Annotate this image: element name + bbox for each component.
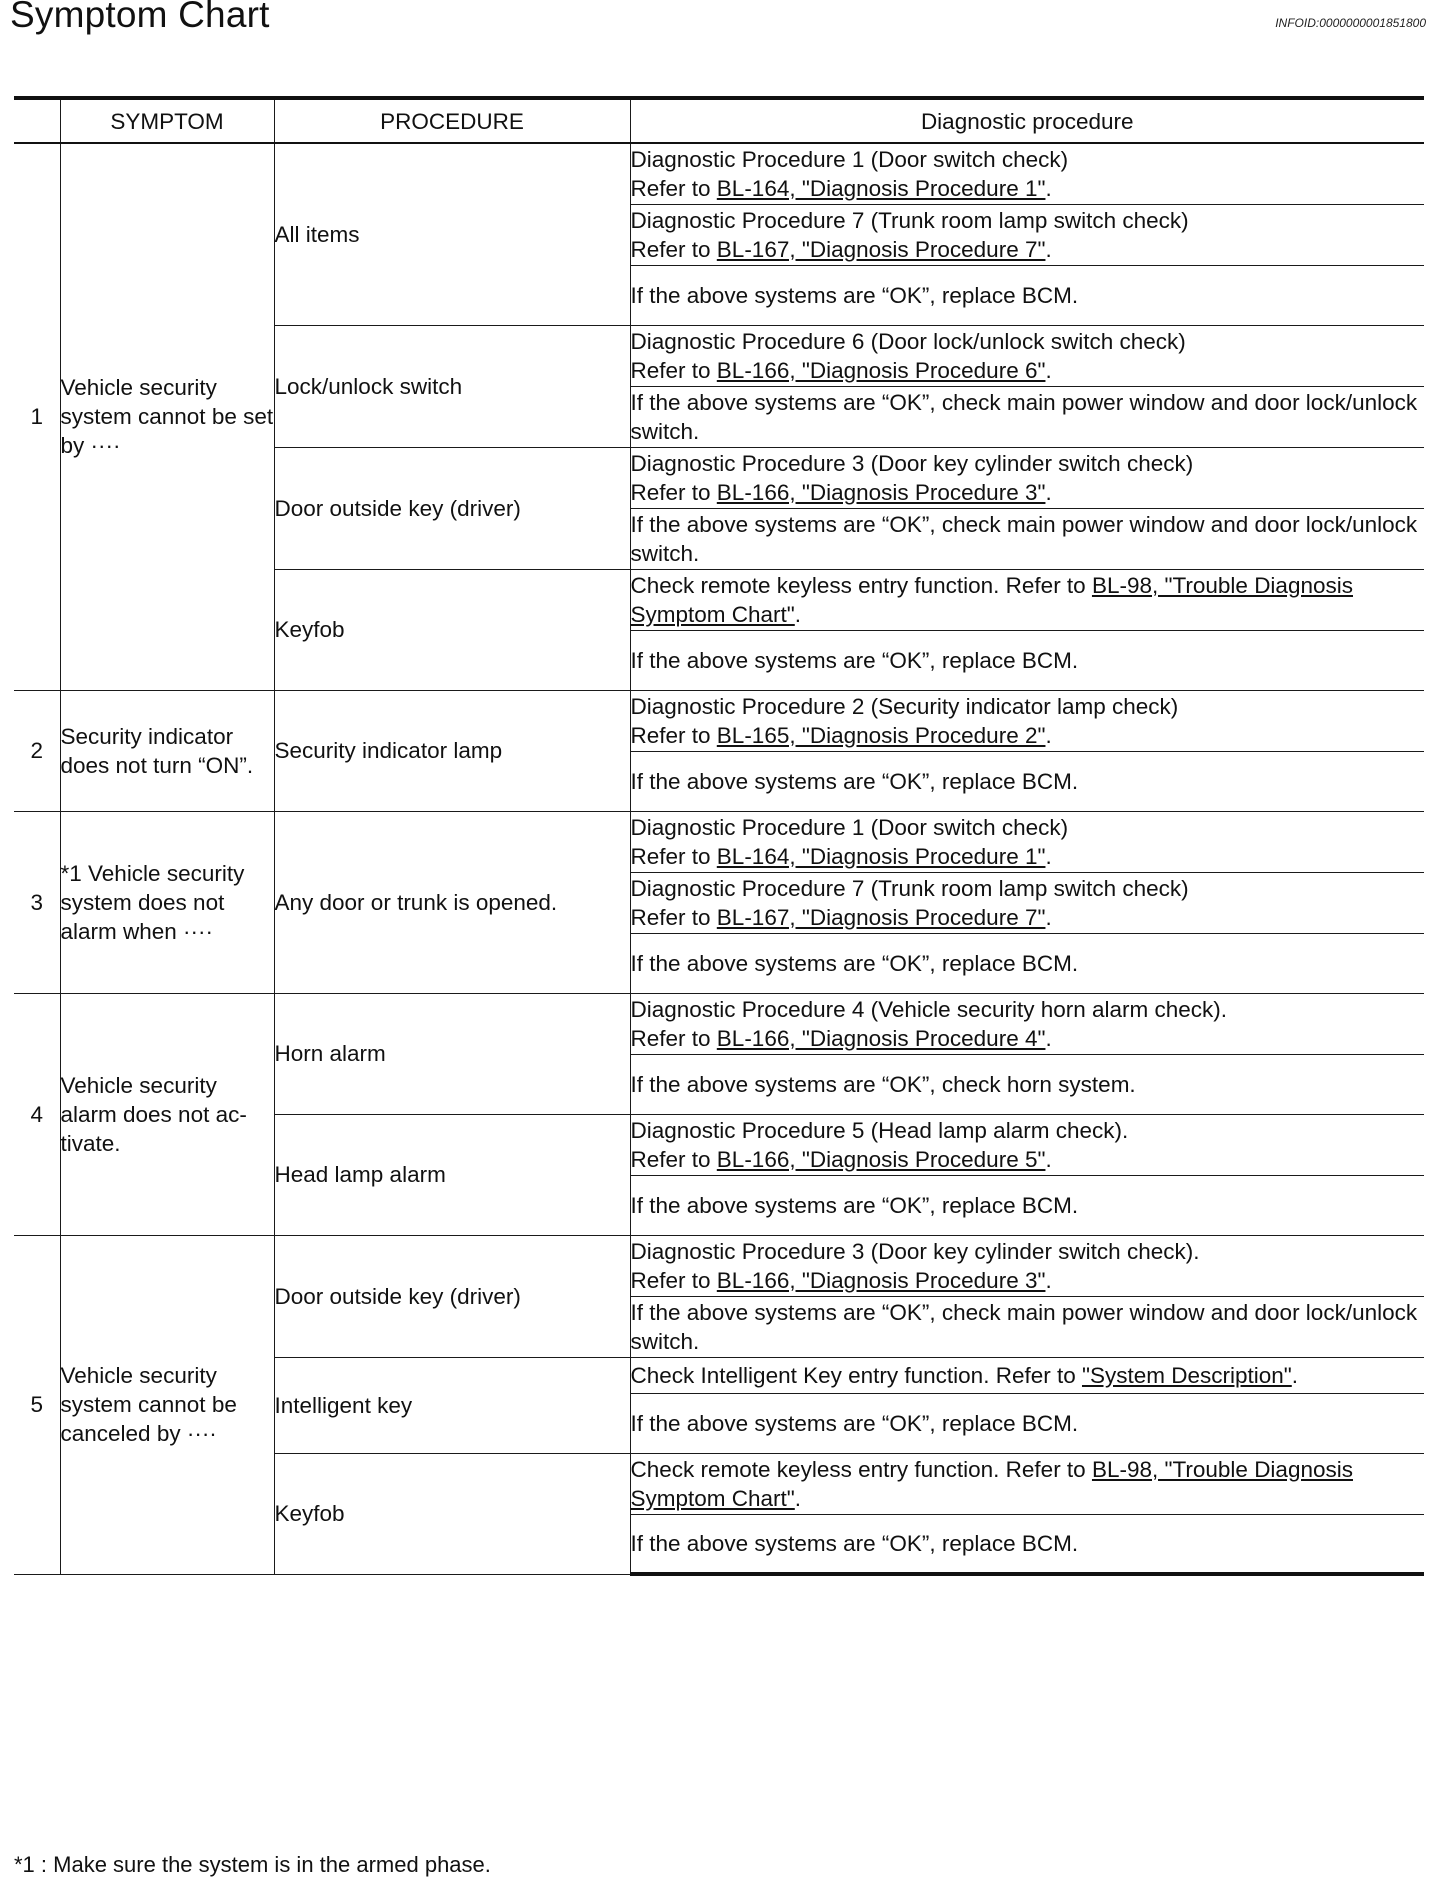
diagnostic-step	[630, 1357, 1424, 1393]
header-procedure: PROCEDURE	[274, 98, 630, 143]
step-punctuation: .	[1045, 236, 1052, 262]
step-text: Check remote keyless entry function. Refer to	[630, 572, 1092, 598]
symptom-cell: Vehicle security alarm does not ac-tivate.	[60, 993, 274, 1235]
diagnostic-step	[630, 143, 1424, 204]
step-text: If the above systems are “OK”, replace BCM.	[630, 647, 1079, 673]
step-text: If the above systems are “OK”, replace BCM.	[630, 950, 1079, 976]
step-text: If the above systems are “OK”, check main power window and door lock/unlock switch.	[630, 389, 1418, 444]
step-text: If the above systems are “OK”, replace BCM.	[630, 1410, 1079, 1436]
step-text: Refer to	[630, 1025, 717, 1051]
reference-link[interactable]: BL-165, "Diagnosis Procedure 2"	[716, 722, 1046, 748]
step-text: Refer to	[630, 1146, 717, 1172]
row-number: 3	[14, 811, 60, 993]
diagnostic-step	[630, 508, 1424, 569]
page-title: Symptom Chart	[10, 0, 270, 35]
step-punctuation: .	[1045, 479, 1052, 505]
procedure-cell: Any door or trunk is opened.	[274, 811, 630, 993]
info-id: INFOID:0000000001851800	[1275, 16, 1426, 30]
step-text: Refer to	[630, 175, 717, 201]
step-text: If the above systems are “OK”, check main power window and door lock/unlock switch.	[630, 1299, 1418, 1354]
reference-link[interactable]: BL-166, "Diagnosis Procedure 3"	[716, 1267, 1046, 1293]
table-row	[14, 690, 1424, 751]
step-text: Diagnostic Procedure 3 (Door key cylinder switch check)	[630, 450, 1194, 476]
diagnostic-step	[630, 204, 1424, 265]
step-text: Diagnostic Procedure 5 (Head lamp alarm check).	[630, 1117, 1129, 1143]
row-number: 4	[14, 993, 60, 1235]
step-text: Diagnostic Procedure 4 (Vehicle security horn alarm check).	[630, 996, 1228, 1022]
symptom-cell: *1 Vehicle security system does not alarm when ····	[60, 811, 274, 993]
symptom-chart-table	[14, 96, 1424, 1576]
reference-link[interactable]: "System Description"	[1081, 1362, 1292, 1388]
header-diagnostic: Diagnostic procedure	[630, 98, 1424, 143]
symptom-cell: Vehicle security system cannot be canceled by ····	[60, 1235, 274, 1574]
diagnostic-step	[630, 933, 1424, 993]
procedure-cell: Head lamp alarm	[274, 1114, 630, 1235]
step-text: If the above systems are “OK”, replace BCM.	[630, 768, 1079, 794]
diagnostic-step	[630, 1514, 1424, 1574]
procedure-cell: Keyfob	[274, 1453, 630, 1574]
row-number: 5	[14, 1235, 60, 1574]
diagnostic-step	[630, 811, 1424, 872]
table-row	[14, 1235, 1424, 1296]
row-number: 1	[14, 143, 60, 690]
reference-link[interactable]: BL-98, "Trouble Diagnosis Symptom Chart"	[630, 572, 1353, 627]
step-punctuation: .	[1045, 357, 1052, 383]
reference-link[interactable]: BL-166, "Diagnosis Procedure 3"	[716, 479, 1046, 505]
step-punctuation: .	[794, 1485, 802, 1511]
procedure-cell: Lock/unlock switch	[274, 325, 630, 447]
diagnostic-step	[630, 386, 1424, 447]
step-text: Refer to	[630, 357, 717, 383]
step-text: Diagnostic Procedure 1 (Door switch check)	[630, 146, 1069, 172]
diagnostic-step	[630, 447, 1424, 508]
step-punctuation: .	[1045, 1025, 1052, 1051]
procedure-cell: Keyfob	[274, 569, 630, 690]
step-punctuation: .	[1045, 175, 1052, 201]
header-symptom: SYMPTOM	[60, 98, 274, 143]
header-row	[14, 98, 1424, 143]
step-text: Diagnostic Procedure 2 (Security indicator lamp check)	[630, 693, 1179, 719]
diagnostic-step	[630, 993, 1424, 1054]
procedure-cell: Door outside key (driver)	[274, 1235, 630, 1357]
step-punctuation: .	[1045, 843, 1052, 869]
step-text: Refer to	[630, 843, 717, 869]
reference-link[interactable]: BL-164, "Diagnosis Procedure 1"	[716, 843, 1046, 869]
step-text: Diagnostic Procedure 7 (Trunk room lamp switch check)	[630, 207, 1189, 233]
table-row	[14, 143, 1424, 204]
step-text: If the above systems are “OK”, replace BCM.	[630, 1192, 1079, 1218]
step-text: If the above systems are “OK”, replace BCM.	[630, 1530, 1079, 1556]
diagnostic-step	[630, 751, 1424, 811]
diagnostic-step	[630, 325, 1424, 386]
diagnostic-step	[630, 690, 1424, 751]
table-row	[14, 993, 1424, 1054]
step-text: Check Intelligent Key entry function. Refer to	[630, 1362, 1082, 1388]
diagnostic-step	[630, 265, 1424, 325]
step-punctuation: .	[1045, 904, 1052, 930]
diagnostic-step	[630, 630, 1424, 690]
step-punctuation: .	[1045, 1267, 1052, 1293]
procedure-cell: All items	[274, 143, 630, 325]
diagnostic-step	[630, 1235, 1424, 1296]
step-text: Diagnostic Procedure 3 (Door key cylinder switch check).	[630, 1238, 1200, 1264]
footnote: *1 : Make sure the system is in the armed phase.	[14, 1852, 491, 1877]
step-text: Diagnostic Procedure 1 (Door switch check)	[630, 814, 1069, 840]
step-text: If the above systems are “OK”, check horn system.	[630, 1071, 1136, 1097]
step-text: Refer to	[630, 479, 717, 505]
diagnostic-step	[630, 1296, 1424, 1357]
step-text: Diagnostic Procedure 7 (Trunk room lamp switch check)	[630, 875, 1189, 901]
step-punctuation: .	[794, 601, 802, 627]
diagnostic-step	[630, 569, 1424, 630]
diagnostic-step	[630, 1175, 1424, 1235]
reference-link[interactable]: BL-98, "Trouble Diagnosis Symptom Chart"	[630, 1456, 1353, 1511]
diagnostic-step	[630, 1114, 1424, 1175]
procedure-cell: Security indicator lamp	[274, 690, 630, 811]
diagnostic-step	[630, 1453, 1424, 1514]
reference-link[interactable]: BL-166, "Diagnosis Procedure 5"	[716, 1146, 1046, 1172]
step-text: If the above systems are “OK”, check main power window and door lock/unlock switch.	[630, 511, 1418, 566]
step-text: Refer to	[630, 722, 717, 748]
diagnostic-step	[630, 1393, 1424, 1453]
reference-link[interactable]: BL-166, "Diagnosis Procedure 4"	[716, 1025, 1046, 1051]
reference-link[interactable]: BL-166, "Diagnosis Procedure 6"	[716, 357, 1046, 383]
row-number: 2	[14, 690, 60, 811]
step-text: Refer to	[630, 1267, 717, 1293]
table-body	[14, 143, 1424, 1574]
step-punctuation: .	[1045, 1146, 1052, 1172]
procedure-cell: Horn alarm	[274, 993, 630, 1114]
symptom-cell: Vehicle security system cannot be set by ····	[60, 143, 274, 690]
step-text: Refer to	[630, 904, 717, 930]
reference-link[interactable]: BL-164, "Diagnosis Procedure 1"	[716, 175, 1046, 201]
step-text: If the above systems are “OK”, replace BCM.	[630, 282, 1079, 308]
step-text: Diagnostic Procedure 6 (Door lock/unlock switch check)	[630, 328, 1186, 354]
step-punctuation: .	[1291, 1362, 1299, 1388]
procedure-cell: Intelligent key	[274, 1357, 630, 1453]
procedure-cell: Door outside key (driver)	[274, 447, 630, 569]
header-num	[14, 98, 60, 143]
step-punctuation: .	[1045, 722, 1052, 748]
diagnostic-step	[630, 1054, 1424, 1114]
reference-link[interactable]: BL-167, "Diagnosis Procedure 7"	[716, 904, 1046, 930]
table-row	[14, 811, 1424, 872]
diagnostic-step	[630, 872, 1424, 933]
symptom-cell: Security indicator does not turn “ON”.	[60, 690, 274, 811]
step-text: Refer to	[630, 236, 717, 262]
step-text: Check remote keyless entry function. Refer to	[630, 1456, 1092, 1482]
reference-link[interactable]: BL-167, "Diagnosis Procedure 7"	[716, 236, 1046, 262]
